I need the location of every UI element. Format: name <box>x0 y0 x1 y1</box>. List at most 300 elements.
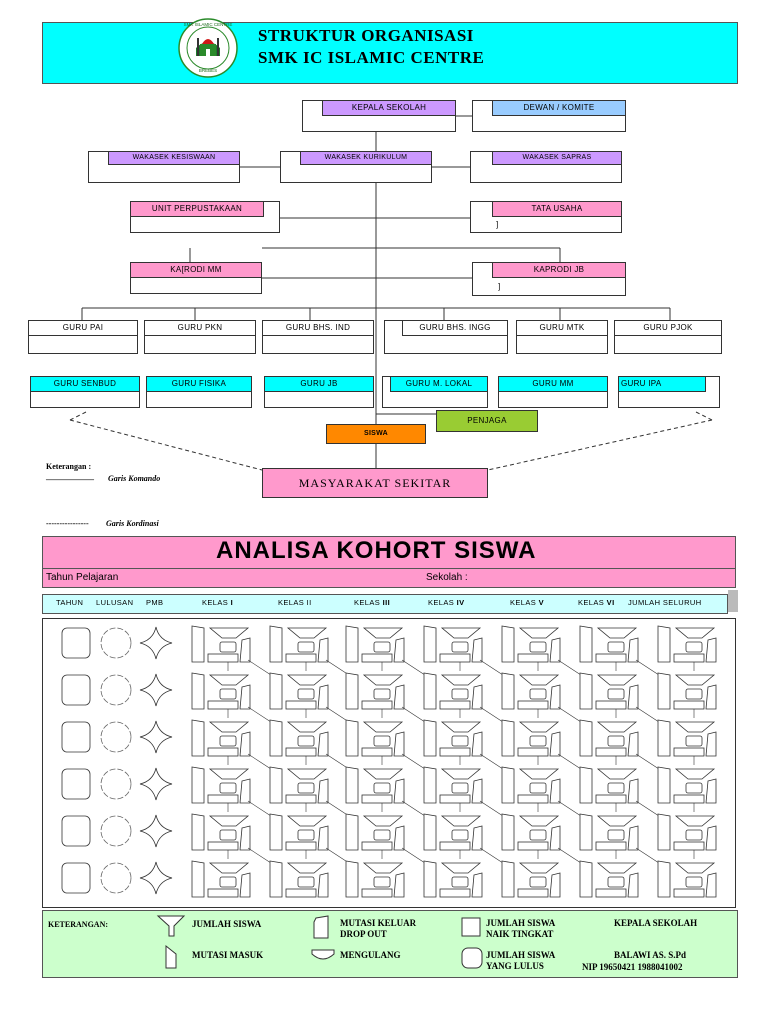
mutasi-masuk-shape <box>580 673 592 709</box>
mengulang-shape <box>298 877 314 887</box>
col-kelas-3 <box>354 598 390 607</box>
tata-usaha-label: TATA USAHA <box>492 201 622 217</box>
mutasi-keluar-shape <box>394 826 404 850</box>
pmb-cell-star <box>140 674 172 706</box>
mengulang-shape <box>452 877 468 887</box>
jumlah-siswa-funnel <box>598 769 636 779</box>
legend-mengulang: MENGULANG <box>340 950 401 960</box>
mengulang-shape <box>452 642 468 652</box>
jumlah-siswa-funnel <box>210 769 248 779</box>
legend-naik-tingkat-1: JUMLAH SISWA <box>486 918 556 928</box>
mutasi-keluar-shape <box>550 638 560 662</box>
col-kelas-6-num: VI <box>606 598 615 607</box>
col-kelas-3-label: KELAS <box>354 598 381 607</box>
jumlah-siswa-funnel <box>520 816 558 826</box>
mutasi-masuk-shape <box>424 626 436 662</box>
pmb-cell-star <box>140 627 172 659</box>
legend-mutasi-keluar: MUTASI KELUAR <box>340 918 417 928</box>
jumlah-siswa-funnel <box>598 628 636 638</box>
jumlah-siswa-funnel <box>520 675 558 685</box>
col-kelas-5-num: V <box>538 598 545 607</box>
mutasi-masuk-shape <box>192 626 204 662</box>
lulusan-cell-shape <box>101 722 131 752</box>
mutasi-masuk-shape <box>658 767 670 803</box>
jumlah-siswa-funnel <box>598 675 636 685</box>
mutasi-keluar-shape <box>550 779 560 803</box>
mengulang-shape <box>530 642 546 652</box>
wakasek-sapras-label: WAKASEK SAPRAS <box>492 151 622 165</box>
mengulang-shape <box>374 830 390 840</box>
mutasi-masuk-shape <box>658 861 670 897</box>
unit-perpustakaan-label: UNIT PERPUSTAKAAN <box>130 201 264 217</box>
mengulang-shape <box>686 642 702 652</box>
tata-usaha-value: ] <box>496 220 499 229</box>
col-kelas-2-num: II <box>306 598 312 607</box>
lulus-icon <box>460 946 484 970</box>
jumlah-siswa-funnel <box>676 675 714 685</box>
mutasi-keluar-shape <box>240 732 250 756</box>
mutasi-keluar-shape <box>240 779 250 803</box>
mutasi-masuk-shape <box>658 626 670 662</box>
jumlah-siswa-funnel <box>210 722 248 732</box>
wakasek-kurikulum-label: WAKASEK KURIKULUM <box>300 151 432 165</box>
mutasi-keluar-shape <box>240 826 250 850</box>
pmb-cell-star <box>140 815 172 847</box>
naik-tingkat-box <box>286 748 316 756</box>
mutasi-masuk-shape <box>346 673 358 709</box>
col-kelas-6-label: KELAS <box>578 598 605 607</box>
jumlah-siswa-funnel <box>676 816 714 826</box>
col-kelas-1-label: KELAS <box>202 598 229 607</box>
mengulang-shape <box>686 830 702 840</box>
lulusan-cell-shape <box>101 675 131 705</box>
mutasi-keluar-shape <box>472 638 482 662</box>
garis-kordinasi-line: ---------------- <box>46 519 89 528</box>
kepala-sekolah-label: KEPALA SEKOLAH <box>322 100 456 116</box>
mengulang-shape <box>220 877 236 887</box>
naik-tingkat-box <box>362 701 392 709</box>
jumlah-siswa-funnel <box>288 863 326 873</box>
naik-tingkat-box <box>596 889 626 897</box>
jumlah-siswa-funnel <box>520 628 558 638</box>
mengulang-shape <box>298 689 314 699</box>
mutasi-keluar-shape <box>628 638 638 662</box>
guru-ipa-label: GURU IPA <box>618 376 706 392</box>
col-kelas-4-num: IV <box>456 598 465 607</box>
mutasi-masuk-shape <box>424 720 436 756</box>
col-jumlah-seluruh: JUMLAH SELURUH <box>628 598 702 607</box>
mengulang-shape <box>298 783 314 793</box>
guru-senbud-label: GURU SENBUD <box>30 376 140 392</box>
mutasi-keluar-shape <box>472 826 482 850</box>
mutasi-keluar-shape <box>706 685 716 709</box>
naik-tingkat-box <box>440 701 470 709</box>
naik-tingkat-box <box>440 654 470 662</box>
jumlah-siswa-funnel <box>520 769 558 779</box>
mutasi-keluar-shape <box>550 873 560 897</box>
mutasi-keluar-shape <box>550 685 560 709</box>
guru-mtk-label: GURU MTK <box>516 320 608 336</box>
jumlah-siswa-funnel <box>442 769 480 779</box>
naik-tingkat-icon <box>460 916 482 940</box>
col-kelas-4-label: KELAS <box>428 598 455 607</box>
mutasi-keluar-shape <box>318 779 328 803</box>
mengulang-shape <box>220 736 236 746</box>
col-kelas-3-num: III <box>382 598 391 607</box>
naik-tingkat-box <box>208 889 238 897</box>
mutasi-keluar-shape <box>472 685 482 709</box>
tahun-pelajaran-label: Tahun Pelajaran <box>46 572 119 583</box>
jumlah-siswa-funnel <box>364 675 402 685</box>
mutasi-keluar-shape <box>394 732 404 756</box>
logo-text-top: SMK ISLAMIC CENTRE <box>183 22 233 27</box>
naik-tingkat-box <box>362 654 392 662</box>
guru-m-lokal-label: GURU M. LOKAL <box>390 376 488 392</box>
mutasi-keluar-shape <box>318 732 328 756</box>
mutasi-masuk-shape <box>270 861 282 897</box>
mengulang-shape <box>374 689 390 699</box>
legend-nip: NIP 19650421 1988041002 <box>582 962 683 972</box>
mutasi-masuk-shape <box>346 720 358 756</box>
mengulang-shape <box>220 783 236 793</box>
mutasi-masuk-shape <box>580 720 592 756</box>
jumlah-siswa-funnel <box>288 722 326 732</box>
mengulang-shape <box>452 689 468 699</box>
mengulang-shape <box>608 830 624 840</box>
naik-tingkat-box <box>286 842 316 850</box>
mutasi-masuk-shape <box>192 720 204 756</box>
naik-tingkat-box <box>518 842 548 850</box>
jumlah-siswa-funnel <box>288 769 326 779</box>
naik-tingkat-box <box>440 795 470 803</box>
guru-pai-label: GURU PAI <box>28 320 138 336</box>
mengulang-icon <box>310 946 336 964</box>
naik-tingkat-box <box>674 654 704 662</box>
legend-nama: BALAWI AS. S.Pd <box>614 950 687 960</box>
tahun-cell-box <box>62 769 90 799</box>
naik-tingkat-box <box>440 842 470 850</box>
legend-naik-tingkat-2: NAIK TINGKAT <box>486 929 554 939</box>
kaprodi-jb-label: KAPRODI JB <box>492 262 626 278</box>
tahun-cell-box <box>62 863 90 893</box>
kohort-info-bar <box>42 568 736 588</box>
wakasek-kesiswaan-label: WAKASEK KESISWAAN <box>108 151 240 165</box>
mengulang-shape <box>686 877 702 887</box>
col-kelas-4 <box>428 598 465 607</box>
tahun-cell-box <box>62 816 90 846</box>
mutasi-masuk-shape <box>270 673 282 709</box>
col-pmb: PMB <box>146 598 164 607</box>
mutasi-masuk-shape <box>424 814 436 850</box>
guru-fisika-label: GURU FISIKA <box>146 376 252 392</box>
logo-text-bottom: BREBES <box>198 68 218 73</box>
mutasi-masuk-shape <box>346 626 358 662</box>
mengulang-shape <box>452 783 468 793</box>
jumlah-siswa-funnel <box>598 863 636 873</box>
mengulang-shape <box>608 689 624 699</box>
naik-tingkat-box <box>208 748 238 756</box>
mutasi-masuk-shape <box>580 767 592 803</box>
mutasi-keluar-shape <box>318 873 328 897</box>
jumlah-siswa-funnel <box>520 722 558 732</box>
mutasi-keluar-shape <box>628 873 638 897</box>
jumlah-siswa-funnel <box>442 628 480 638</box>
naik-tingkat-box <box>208 654 238 662</box>
naik-tingkat-box <box>518 701 548 709</box>
guru-bhs-ingg-label: GURU BHS. INGG <box>402 320 508 336</box>
mutasi-masuk-shape <box>658 720 670 756</box>
jumlah-siswa-funnel <box>364 628 402 638</box>
jumlah-siswa-funnel <box>210 816 248 826</box>
jumlah-siswa-funnel <box>210 863 248 873</box>
naik-tingkat-box <box>208 701 238 709</box>
mengulang-shape <box>452 830 468 840</box>
mengulang-shape <box>608 736 624 746</box>
lulusan-cell-shape <box>101 816 131 846</box>
naik-tingkat-box <box>440 889 470 897</box>
naik-tingkat-box <box>596 654 626 662</box>
legend-lulus-2: YANG LULUS <box>486 961 544 971</box>
mutasi-keluar-shape <box>706 732 716 756</box>
mutasi-keluar-shape <box>550 826 560 850</box>
jumlah-siswa-funnel <box>442 722 480 732</box>
col-kelas-1 <box>202 598 233 607</box>
mengulang-shape <box>608 877 624 887</box>
mutasi-masuk-shape <box>658 814 670 850</box>
mutasi-keluar-shape <box>318 826 328 850</box>
mutasi-masuk-shape <box>270 720 282 756</box>
mengulang-shape <box>452 736 468 746</box>
mengulang-shape <box>686 689 702 699</box>
mengulang-shape <box>374 642 390 652</box>
mutasi-keluar-shape <box>706 826 716 850</box>
tahun-cell-box <box>62 675 90 705</box>
mutasi-masuk-shape <box>270 626 282 662</box>
mutasi-keluar-shape <box>394 685 404 709</box>
guru-jb-label: GURU JB <box>264 376 374 392</box>
guru-pjok-label: GURU PJOK <box>614 320 722 336</box>
jumlah-siswa-funnel <box>210 675 248 685</box>
jumlah-siswa-funnel <box>288 816 326 826</box>
mutasi-keluar-shape <box>472 779 482 803</box>
mutasi-keluar-shape <box>550 732 560 756</box>
naik-tingkat-box <box>208 842 238 850</box>
jumlah-siswa-funnel <box>676 722 714 732</box>
naik-tingkat-box <box>362 748 392 756</box>
pmb-cell-star <box>140 721 172 753</box>
naik-tingkat-box <box>674 889 704 897</box>
mengulang-shape <box>530 783 546 793</box>
naik-tingkat-box <box>596 842 626 850</box>
org-title-line1: STRUKTUR ORGANISASI <box>258 26 474 45</box>
mengulang-shape <box>374 783 390 793</box>
mengulang-shape <box>374 736 390 746</box>
garis-kordinasi-label: Garis Kordinasi <box>106 519 159 528</box>
naik-tingkat-box <box>286 654 316 662</box>
mutasi-keluar-shape <box>628 779 638 803</box>
mengulang-shape <box>298 830 314 840</box>
legend-keterangan: KETERANGAN: <box>48 920 109 929</box>
lulusan-cell-shape <box>101 628 131 658</box>
legend-kepala-sekolah: KEPALA SEKOLAH <box>614 918 698 928</box>
mutasi-masuk-shape <box>580 814 592 850</box>
mengulang-shape <box>530 877 546 887</box>
jumlah-siswa-funnel <box>598 816 636 826</box>
siswa-box: SISWA <box>326 424 426 444</box>
guru-bhs-ind-label: GURU BHS. IND <box>262 320 374 336</box>
naik-tingkat-box <box>286 889 316 897</box>
mengulang-shape <box>220 830 236 840</box>
lulusan-cell-shape <box>101 769 131 799</box>
mengulang-shape <box>608 642 624 652</box>
mutasi-keluar-shape <box>240 685 250 709</box>
jumlah-siswa-funnel <box>364 769 402 779</box>
col-kelas-1-num: I <box>230 598 234 607</box>
jumlah-siswa-funnel <box>364 816 402 826</box>
naik-tingkat-box <box>674 795 704 803</box>
pmb-cell-star <box>140 862 172 894</box>
mutasi-masuk-shape <box>502 814 514 850</box>
mutasi-masuk-shape <box>502 861 514 897</box>
kohort-cells <box>42 618 736 908</box>
jumlah-siswa-funnel <box>676 863 714 873</box>
mutasi-masuk-icon <box>160 944 182 970</box>
mutasi-masuk-shape <box>502 767 514 803</box>
mutasi-masuk-shape <box>424 767 436 803</box>
guru-pkn-label: GURU PKN <box>144 320 256 336</box>
naik-tingkat-box <box>286 701 316 709</box>
mutasi-keluar-shape <box>706 638 716 662</box>
col-kelas-2 <box>278 598 312 607</box>
mutasi-masuk-shape <box>270 814 282 850</box>
col-kelas-5 <box>510 598 544 607</box>
naik-tingkat-box <box>674 701 704 709</box>
funnel-icon <box>156 912 186 938</box>
naik-tingkat-box <box>674 748 704 756</box>
jumlah-siswa-funnel <box>364 863 402 873</box>
naik-tingkat-box <box>440 748 470 756</box>
naik-tingkat-box <box>518 748 548 756</box>
jumlah-siswa-funnel <box>210 628 248 638</box>
guru-mm-label: GURU MM <box>498 376 608 392</box>
jumlah-siswa-funnel <box>364 722 402 732</box>
mutasi-keluar-shape <box>472 873 482 897</box>
naik-tingkat-box <box>674 842 704 850</box>
mutasi-keluar-shape <box>472 732 482 756</box>
col-kelas-2-label: KELAS <box>278 598 305 607</box>
naik-tingkat-box <box>208 795 238 803</box>
mutasi-masuk-shape <box>580 626 592 662</box>
naik-tingkat-box <box>596 701 626 709</box>
mutasi-keluar-shape <box>394 638 404 662</box>
col-tahun: TAHUN <box>56 598 84 607</box>
sekolah-label: Sekolah : <box>426 572 468 583</box>
tahun-cell-box <box>62 722 90 752</box>
mutasi-masuk-shape <box>346 767 358 803</box>
jumlah-siswa-funnel <box>288 628 326 638</box>
jumlah-siswa-funnel <box>676 769 714 779</box>
mutasi-masuk-shape <box>502 673 514 709</box>
mutasi-keluar-shape <box>240 638 250 662</box>
mengulang-shape <box>608 783 624 793</box>
mengulang-shape <box>530 689 546 699</box>
mengulang-shape <box>374 877 390 887</box>
col-kelas-6 <box>578 598 615 607</box>
mutasi-keluar-icon <box>310 914 332 940</box>
mengulang-shape <box>686 736 702 746</box>
legend-lulus-1: JUMLAH SISWA <box>486 950 556 960</box>
mutasi-keluar-shape <box>706 873 716 897</box>
mutasi-masuk-shape <box>580 861 592 897</box>
mutasi-masuk-shape <box>346 814 358 850</box>
penjaga-box: PENJAGA <box>436 410 538 432</box>
naik-tingkat-box <box>596 795 626 803</box>
mutasi-keluar-shape <box>628 732 638 756</box>
mutasi-masuk-shape <box>424 673 436 709</box>
jumlah-siswa-funnel <box>288 675 326 685</box>
mengulang-shape <box>298 736 314 746</box>
naik-tingkat-box <box>518 654 548 662</box>
naik-tingkat-box <box>518 795 548 803</box>
tahun-cell-box <box>62 628 90 658</box>
jumlah-siswa-funnel <box>442 675 480 685</box>
jumlah-siswa-funnel <box>598 722 636 732</box>
lulusan-cell-shape <box>101 863 131 893</box>
mutasi-masuk-shape <box>270 767 282 803</box>
mengulang-shape <box>530 736 546 746</box>
mengulang-shape <box>298 642 314 652</box>
naik-tingkat-box <box>362 889 392 897</box>
mutasi-keluar-shape <box>706 779 716 803</box>
kaprodi-mm-label: KA[RODI MM <box>130 262 262 278</box>
garis-komando-line: ____________ <box>46 472 94 481</box>
mutasi-masuk-shape <box>502 626 514 662</box>
mutasi-masuk-shape <box>502 720 514 756</box>
mutasi-keluar-shape <box>318 638 328 662</box>
legend-jumlah-siswa: JUMLAH SISWA <box>192 919 262 929</box>
pmb-cell-star <box>140 768 172 800</box>
jumlah-siswa-funnel <box>442 816 480 826</box>
mengulang-shape <box>530 830 546 840</box>
legend-mutasi-masuk: MUTASI MASUK <box>192 950 264 960</box>
kohort-shadow <box>728 590 738 612</box>
mutasi-keluar-shape <box>628 685 638 709</box>
mutasi-masuk-shape <box>192 673 204 709</box>
mutasi-keluar-shape <box>628 826 638 850</box>
mutasi-keluar-shape <box>240 873 250 897</box>
mutasi-masuk-shape <box>424 861 436 897</box>
kaprodi-jb-value: ] <box>498 282 501 291</box>
garis-komando-label: Garis Komando <box>108 474 161 483</box>
mengulang-shape <box>686 783 702 793</box>
mutasi-keluar-shape <box>394 873 404 897</box>
jumlah-siswa-funnel <box>676 628 714 638</box>
mutasi-masuk-shape <box>346 861 358 897</box>
legend-drop-out: DROP OUT <box>340 929 387 939</box>
naik-tingkat-box <box>362 795 392 803</box>
col-lulusan: LULUSAN <box>96 598 134 607</box>
mutasi-masuk-shape <box>192 861 204 897</box>
keterangan-label: Keterangan : <box>46 462 92 471</box>
naik-tingkat-box <box>596 748 626 756</box>
mengulang-shape <box>220 689 236 699</box>
mutasi-keluar-shape <box>318 685 328 709</box>
jumlah-siswa-funnel <box>442 863 480 873</box>
mutasi-keluar-shape <box>394 779 404 803</box>
jumlah-siswa-funnel <box>520 863 558 873</box>
mengulang-shape <box>220 642 236 652</box>
org-title-line2: SMK IC ISLAMIC CENTRE <box>258 48 485 67</box>
